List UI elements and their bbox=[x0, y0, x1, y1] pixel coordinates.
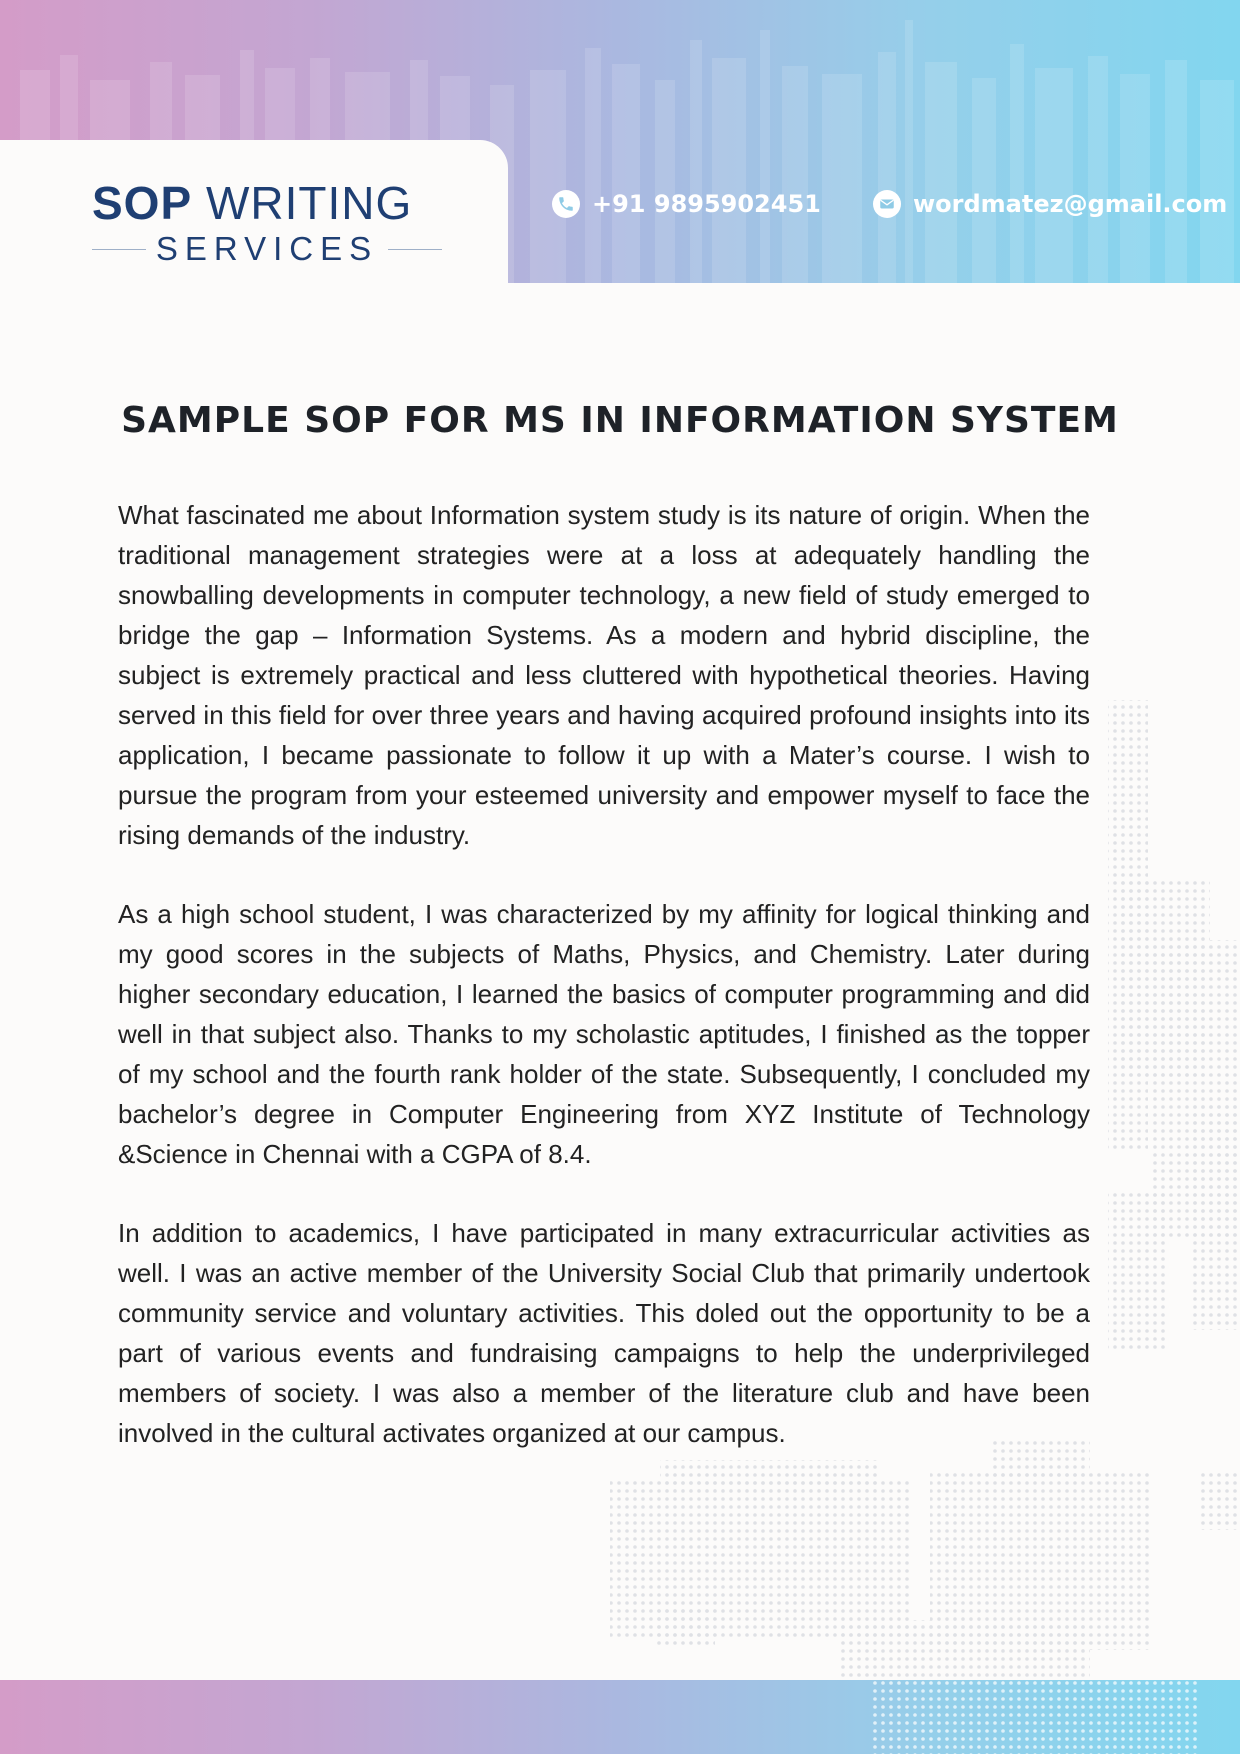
paragraph-1: What fascinated me about Information system study is its nature of origin. When the traditional management strategies were at a loss at adequately handling the snowballing developments in computer technology, a new field of study emerged to bridge the gap – Information Systems. As a modern and hybrid discipline, the subject is extremely practical and less cluttered with hypothetical theories. Having served in this field for over three years and having acquired profound insights into its application, I became passionate to follow it up with a Mater’s course. I wish to pursue the program from your esteemed university and empower myself to face the rising demands of the industry. bbox=[118, 500, 1090, 850]
paragraph-2: As a high school student, I was characterized by my affinity for logical thinking and my good scores in the subjects of Maths, Physics, and Chemistry. Later during higher secondary education, I learned the basics of computer programming and did well in that subject also. Thanks to my scholastic aptitudes, I finished as the topper of my school and the fourth rank holder of the state. Subsequently, I concluded my bachelor’s degree in Computer Engineering from XYZ Institute of Technology &Science in Chennai with a CGPA of 8.4. bbox=[118, 899, 1090, 1169]
email-address: wordmatez@gmail.com bbox=[913, 190, 1228, 218]
document-title: SAMPLE SOP FOR MS IN INFORMATION SYSTEM bbox=[121, 400, 1119, 441]
logo-sop: SOP bbox=[92, 177, 193, 229]
phone-contact[interactable] bbox=[552, 190, 821, 218]
paragraph-3: In addition to academics, I have participated in many extracurricular activities as well. I was an active member of the University Social Club that primarily undertook community service and voluntary activities. This doled out the opportunity to be a part of various events and fundraising campaigns to help the underprivileged members of society. I was also a member of the literature club and have been involved in the cultural activates organized at our campus. bbox=[118, 1218, 1090, 1448]
logo-services: SERVICES bbox=[155, 230, 379, 267]
footer-dots-decoration bbox=[0, 1680, 1240, 1754]
email-contact[interactable] bbox=[873, 190, 1227, 218]
email-icon bbox=[873, 190, 901, 218]
logo-writing: WRITING bbox=[205, 177, 413, 229]
logo-panel bbox=[0, 140, 508, 283]
logo-subline bbox=[92, 230, 442, 268]
footer-band bbox=[0, 1680, 1240, 1754]
logo-wordmark bbox=[92, 176, 412, 230]
phone-number: +91 9895902451 bbox=[592, 190, 821, 218]
logo-divider-left bbox=[92, 249, 146, 250]
phone-icon bbox=[552, 190, 580, 218]
document-body bbox=[118, 495, 1090, 1492]
logo-divider-right bbox=[388, 249, 442, 250]
